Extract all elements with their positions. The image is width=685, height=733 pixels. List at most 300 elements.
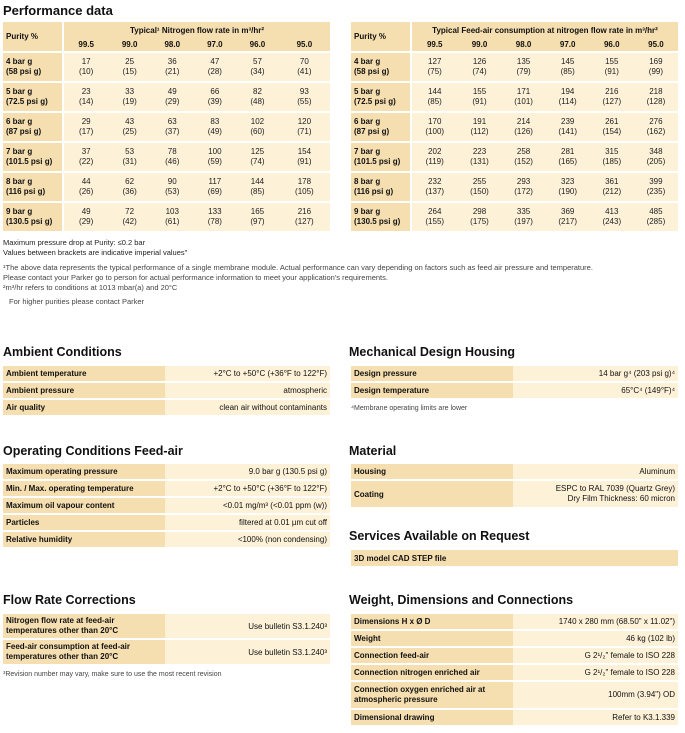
flow-cell (634, 202, 678, 231)
table-row (3, 514, 330, 531)
imperial-value: (60) (250, 127, 265, 136)
purity-header: 99.5 (63, 38, 108, 52)
flow-cell (546, 112, 590, 142)
weight-table (351, 612, 678, 725)
metric-value: 62 (125, 177, 135, 186)
imperial-value: (36) (122, 187, 137, 196)
flow-cell (151, 52, 194, 82)
imperial-value: (162) (646, 127, 666, 136)
metric-value: 323 (561, 177, 575, 186)
flow-cell (63, 142, 108, 172)
imperial-value: (190) (558, 187, 578, 196)
pressure-label (3, 172, 63, 202)
metric-value: 361 (605, 177, 619, 186)
imperial-value: (119) (425, 157, 444, 166)
imperial-value: (78) (207, 217, 222, 226)
flow-cell (236, 202, 279, 231)
flow-cell (502, 202, 546, 231)
metric-value: 216 (297, 207, 312, 216)
imperial-value: (85) (250, 187, 265, 196)
pressure-bar: 4 bar g (354, 57, 381, 66)
weight-value: Refer to K3.1.339 (513, 709, 678, 725)
pressure-bar: 9 bar g (6, 207, 33, 216)
metric-value: 155 (605, 57, 619, 66)
pressure-psi: (130.5 psi g) (6, 217, 53, 226)
mechanical-key: Design temperature (351, 382, 513, 398)
flow-cell (590, 172, 634, 202)
flow-cell (279, 52, 330, 82)
pressure-drop-note: Maximum pressure drop at Purity: ≤0.2 bar (3, 238, 146, 247)
flow-cell (457, 172, 501, 202)
pressure-label (351, 82, 411, 112)
flow-cell (108, 142, 151, 172)
table-row (3, 382, 330, 399)
pressure-psi: (101.5 psi g) (354, 157, 401, 166)
ambient-table (3, 364, 330, 415)
flow-cell (108, 202, 151, 231)
services-title: Services Available on Request (349, 529, 530, 543)
imperial-value: (17) (79, 127, 94, 136)
metric-value: 214 (516, 117, 531, 126)
mechanical-note: ⁴Membrane operating limits are lower (351, 405, 468, 412)
metric-value: 145 (561, 57, 575, 66)
flow-cell (546, 142, 590, 172)
flow-cell (236, 112, 279, 142)
mechanical-value: 65°C⁴ (149°F)⁴ (513, 382, 678, 398)
flow-cell (151, 142, 194, 172)
imperial-value: (91) (297, 157, 312, 166)
nitrogen-header: Typical¹ Nitrogen flow rate in m³/hr² (63, 22, 330, 38)
ambient-key: Ambient pressure (3, 382, 165, 399)
imperial-value: (74) (250, 157, 265, 166)
metric-value: 485 (649, 207, 663, 216)
operating-value: 9.0 bar g (130.5 psi g) (165, 463, 330, 480)
flow-cell (502, 52, 546, 82)
pressure-psi: (87 psi g) (6, 127, 42, 136)
metric-value: 165 (250, 207, 265, 216)
flow-cell (546, 52, 590, 82)
material-value (513, 480, 678, 507)
metric-value: 17 (81, 57, 91, 66)
flow-cell (457, 112, 501, 142)
pressure-bar: 8 bar g (6, 177, 33, 186)
material-table (351, 462, 678, 507)
weight-value: G 2¹/₂" female to ISO 228 (513, 664, 678, 681)
imperial-value: (48) (250, 97, 265, 106)
pressure-label (351, 112, 411, 142)
imperial-value: (205) (646, 157, 666, 166)
imperial-note: Values between brackets are indicative imperial values" (3, 248, 188, 257)
pressure-label (3, 82, 63, 112)
operating-value: filtered at 0.01 µm cut off (165, 514, 330, 531)
imperial-value: (185) (602, 157, 622, 166)
pressure-label (3, 52, 63, 82)
weight-value: 1740 x 280 mm (68.50" x 11.02") (513, 613, 678, 630)
metric-value: 202 (428, 147, 442, 156)
flow-cell (108, 52, 151, 82)
imperial-value: (71) (297, 127, 312, 136)
imperial-value: (34) (250, 67, 265, 76)
flow-cell (279, 142, 330, 172)
table-row (351, 172, 678, 202)
metric-value: 126 (472, 57, 487, 66)
metric-value: 125 (250, 147, 265, 156)
mechanical-table (351, 364, 678, 398)
flow-cell (108, 82, 151, 112)
metric-value: 276 (649, 117, 663, 126)
metric-value: 178 (297, 177, 312, 186)
metric-value: 223 (472, 147, 487, 156)
imperial-value: (172) (514, 187, 533, 196)
flow-cell (411, 172, 457, 202)
flow-cell (634, 142, 678, 172)
imperial-value: (127) (295, 217, 314, 226)
metric-value: 232 (428, 177, 442, 186)
flow-cell (279, 82, 330, 112)
imperial-value: (31) (122, 157, 137, 166)
table-row (351, 142, 678, 172)
imperial-value: (26) (79, 187, 94, 196)
pressure-label (351, 142, 411, 172)
metric-value: 169 (649, 57, 663, 66)
metric-value: 70 (299, 57, 309, 66)
imperial-value: (155) (425, 217, 445, 226)
imperial-value: (235) (646, 187, 666, 196)
imperial-value: (10) (79, 67, 94, 76)
footnote-1: ¹The above data represents the typical performance of a single membrane module. Actual performance can vary depending on factors such as feed air pressure and temperature. (3, 263, 593, 272)
pressure-label (3, 112, 63, 142)
flow-key (3, 613, 165, 639)
imperial-value: (131) (470, 157, 489, 166)
pressure-label (3, 202, 63, 231)
imperial-value: (154) (602, 127, 622, 136)
imperial-value: (165) (558, 157, 578, 166)
imperial-value: (28) (207, 67, 222, 76)
pressure-psi: (58 psi g) (6, 67, 42, 76)
metric-value: 66 (210, 87, 220, 96)
metric-value: 315 (605, 147, 619, 156)
flow-cell (236, 82, 279, 112)
imperial-value: (126) (514, 127, 533, 136)
imperial-value: (46) (165, 157, 180, 166)
metric-value: 258 (516, 147, 531, 156)
flow-key-line-2: temperatures other than 20°C (6, 652, 119, 661)
metric-value: 281 (561, 147, 575, 156)
ambient-title: Ambient Conditions (3, 345, 122, 359)
table-row (351, 112, 678, 142)
imperial-value: (49) (207, 127, 222, 136)
material-title: Material (349, 444, 397, 458)
flow-cell (279, 172, 330, 202)
metric-value: 29 (81, 117, 91, 126)
flow-cell (151, 172, 194, 202)
pressure-label (351, 172, 411, 202)
imperial-value: (39) (207, 97, 222, 106)
mechanical-value: 14 bar g⁴ (203 psi g)⁴ (513, 365, 678, 382)
flow-cell (502, 112, 546, 142)
flow-cell (151, 82, 194, 112)
table-row (3, 202, 330, 231)
table-row (3, 497, 330, 514)
flow-cell (194, 172, 237, 202)
flow-cell (634, 112, 678, 142)
metric-value: 83 (210, 117, 220, 126)
metric-value: 90 (167, 177, 177, 186)
table-row (351, 202, 678, 231)
flow-key-line-2: temperatures other than 20°C (6, 626, 119, 635)
metric-value: 239 (561, 117, 575, 126)
metric-value: 103 (165, 207, 179, 216)
operating-value: <0.01 mg/m³ (<0.01 ppm (w)) (165, 497, 330, 514)
table-row (3, 480, 330, 497)
weight-key: Dimensional drawing (351, 709, 513, 725)
metric-value: 47 (210, 57, 220, 66)
metric-value: 33 (125, 87, 135, 96)
pressure-psi: (72.5 psi g) (354, 97, 396, 106)
table-row (351, 709, 678, 725)
services-item: 3D model CAD STEP file (351, 549, 678, 566)
weight-title: Weight, Dimensions and Connections (349, 593, 574, 607)
table-row (351, 630, 678, 647)
metric-value: 78 (167, 147, 177, 156)
imperial-value: (152) (514, 157, 533, 166)
metric-value: 53 (125, 147, 135, 156)
pressure-bar: 5 bar g (354, 87, 381, 96)
purity-label: Purity % (351, 22, 411, 52)
metric-value: 102 (250, 117, 265, 126)
imperial-value: (141) (558, 127, 578, 136)
metric-value: 37 (81, 147, 91, 156)
metric-value: 44 (81, 177, 91, 186)
metric-value: 36 (167, 57, 177, 66)
purity-header: 96.0 (590, 38, 634, 52)
flow-key-line-1: Feed-air consumption at feed-air (6, 642, 131, 651)
imperial-value: (105) (295, 187, 314, 196)
flow-cell (151, 202, 194, 231)
pressure-psi: (130.5 psi g) (354, 217, 401, 226)
imperial-value: (85) (427, 97, 442, 106)
flow-cell (63, 202, 108, 231)
ambient-value: +2°C to +50°C (+36°F to 122°F) (165, 365, 330, 382)
imperial-value: (128) (646, 97, 666, 106)
pressure-psi: (116 psi g) (6, 187, 46, 196)
flow-cell (151, 112, 194, 142)
table-row (3, 399, 330, 415)
flow-cell (108, 172, 151, 202)
imperial-value: (53) (165, 187, 180, 196)
metric-value: 144 (250, 177, 265, 186)
flow-cell (63, 82, 108, 112)
operating-key: Min. / Max. operating temperature (3, 480, 165, 497)
imperial-value: (85) (560, 67, 575, 76)
table-row (3, 82, 330, 112)
flow-cell (502, 82, 546, 112)
flow-table (3, 612, 330, 664)
weight-key: Connection oxygen enriched air at atmospheric pressure (351, 681, 513, 709)
imperial-value: (91) (604, 67, 619, 76)
table-row (351, 613, 678, 630)
metric-value: 216 (605, 87, 619, 96)
mechanical-title: Mechanical Design Housing (349, 345, 516, 359)
pressure-label (3, 142, 63, 172)
pressure-bar: 7 bar g (6, 147, 33, 156)
operating-title: Operating Conditions Feed-air (3, 444, 183, 458)
operating-value: +2°C to +50°C (+36°F to 122°F) (165, 480, 330, 497)
operating-key: Particles (3, 514, 165, 531)
metric-value: 63 (167, 117, 177, 126)
table-row (351, 664, 678, 681)
flow-value: Use bulletin S3.1.240³ (165, 639, 330, 664)
metric-value: 49 (81, 207, 91, 216)
pressure-label (351, 202, 411, 231)
flow-cell (634, 82, 678, 112)
table-row (351, 52, 678, 82)
flow-cell (457, 142, 501, 172)
feedair-header: Typical Feed-air consumption at nitrogen flow rate in m³/hr² (411, 22, 678, 38)
imperial-value: (150) (470, 187, 489, 196)
imperial-value: (97) (250, 217, 265, 226)
metric-value: 49 (167, 87, 177, 96)
imperial-value: (41) (297, 67, 312, 76)
pressure-psi: (87 psi g) (354, 127, 390, 136)
metric-value: 133 (208, 207, 222, 216)
metric-value: 43 (125, 117, 135, 126)
imperial-value: (69) (207, 187, 222, 196)
imperial-value: (29) (165, 97, 180, 106)
nitrogen-flow-table (3, 22, 330, 231)
purity-header: 99.5 (411, 38, 457, 52)
weight-key: Weight (351, 630, 513, 647)
ambient-key: Air quality (3, 399, 165, 415)
table-row (351, 681, 678, 709)
services-table (351, 548, 678, 566)
imperial-value: (29) (79, 217, 94, 226)
imperial-value: (175) (470, 217, 489, 226)
imperial-value: (19) (122, 97, 137, 106)
weight-key: Connection nitrogen enriched air (351, 664, 513, 681)
performance-title: Performance data (3, 3, 113, 18)
flow-cell (411, 112, 457, 142)
metric-value: 413 (605, 207, 619, 216)
flow-cell (546, 202, 590, 231)
imperial-value: (25) (122, 127, 137, 136)
imperial-value: (55) (297, 97, 312, 106)
imperial-value: (101) (514, 97, 533, 106)
flow-value: Use bulletin S3.1.240³ (165, 613, 330, 639)
material-key: Housing (351, 463, 513, 480)
flow-cell (63, 172, 108, 202)
flow-cell (236, 172, 279, 202)
flow-note: ³Revision number may vary, make sure to use the most recent revision (3, 671, 222, 678)
metric-value: 348 (649, 147, 663, 156)
pressure-psi: (72.5 psi g) (6, 97, 48, 106)
metric-value: 170 (428, 117, 442, 126)
purity-header: 97.0 (546, 38, 590, 52)
imperial-value: (75) (427, 67, 442, 76)
table-row (3, 531, 330, 547)
table-row (351, 365, 678, 382)
operating-table (3, 462, 330, 547)
imperial-value: (217) (558, 217, 578, 226)
flow-cell (194, 112, 237, 142)
ambient-value: atmospheric (165, 382, 330, 399)
metric-value: 144 (428, 87, 442, 96)
metric-value: 293 (516, 177, 531, 186)
pressure-psi: (101.5 psi g) (6, 157, 53, 166)
metric-value: 93 (299, 87, 309, 96)
imperial-value: (114) (558, 97, 577, 106)
purity-header: 96.0 (236, 38, 279, 52)
footnote-3: For higher purities please contact Parker (9, 297, 145, 306)
operating-key: Maximum oil vapour content (3, 497, 165, 514)
coating-line-1: ESPC to RAL 7039 (Quartz Grey) (555, 484, 675, 493)
pressure-bar: 4 bar g (6, 57, 33, 66)
flow-cell (411, 52, 457, 82)
metric-value: 194 (561, 87, 575, 96)
pressure-bar: 6 bar g (6, 117, 33, 126)
imperial-value: (74) (472, 67, 487, 76)
table-row (351, 82, 678, 112)
imperial-value: (112) (470, 127, 489, 136)
flow-cell (194, 82, 237, 112)
imperial-value: (42) (122, 217, 137, 226)
metric-value: 399 (649, 177, 663, 186)
pressure-psi: (58 psi g) (354, 67, 390, 76)
table-row (3, 172, 330, 202)
purity-header: 98.0 (502, 38, 546, 52)
flow-cell (590, 202, 634, 231)
flow-key-line-1: Nitrogen flow rate at feed-air (6, 616, 115, 625)
footnote-1b: Please contact your Parker go to person for actual performance information to meet your application's requirements. (3, 273, 388, 282)
mechanical-key: Design pressure (351, 365, 513, 382)
imperial-value: (212) (602, 187, 622, 196)
imperial-value: (285) (646, 217, 666, 226)
imperial-value: (137) (425, 187, 445, 196)
imperial-value: (79) (516, 67, 531, 76)
ambient-value: clean air without contaminants (165, 399, 330, 415)
flow-cell (457, 52, 501, 82)
metric-value: 23 (81, 87, 91, 96)
pressure-bar: 9 bar g (354, 207, 381, 216)
table-row (3, 52, 330, 82)
purity-header: 99.0 (457, 38, 501, 52)
table-row (3, 463, 330, 480)
weight-value: 100mm (3.94") OD (513, 681, 678, 709)
flow-cell (590, 112, 634, 142)
coating-line-2: Dry Film Thickness: 60 micron (567, 494, 675, 503)
purity-header: 95.0 (279, 38, 330, 52)
imperial-value: (59) (207, 157, 222, 166)
imperial-value: (21) (165, 67, 180, 76)
material-key: Coating (351, 480, 513, 507)
flow-cell (236, 52, 279, 82)
metric-value: 335 (516, 207, 531, 216)
operating-key: Relative humidity (3, 531, 165, 547)
metric-value: 264 (428, 207, 442, 216)
imperial-value: (243) (602, 217, 622, 226)
imperial-value: (127) (602, 97, 622, 106)
flow-cell (502, 142, 546, 172)
imperial-value: (61) (165, 217, 180, 226)
flow-cell (279, 112, 330, 142)
flow-cell (590, 142, 634, 172)
flow-cell (411, 202, 457, 231)
flow-cell (457, 82, 501, 112)
flow-cell (590, 52, 634, 82)
feedair-consumption-table (351, 22, 678, 231)
table-row (3, 639, 330, 664)
weight-key: Dimensions H x Ø D (351, 613, 513, 630)
